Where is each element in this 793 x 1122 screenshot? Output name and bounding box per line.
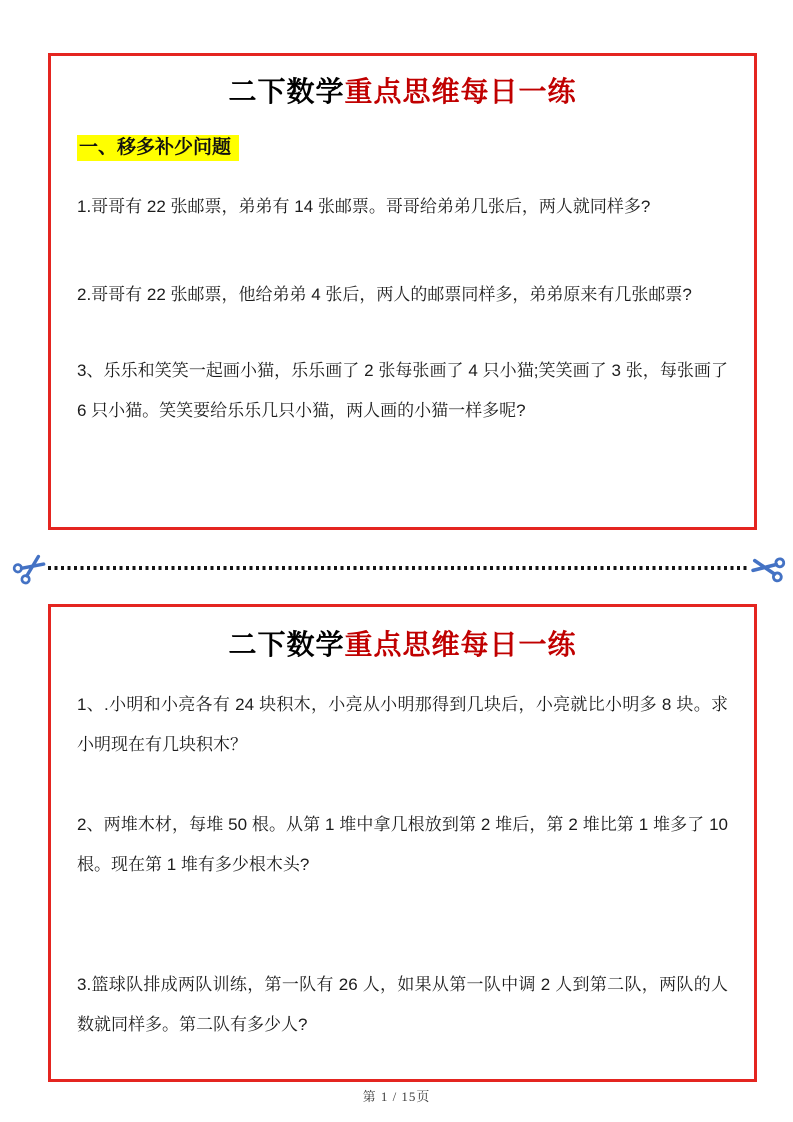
card1-question-1: 1.哥哥有 22 张邮票，弟弟有 14 张邮票。哥哥给弟弟几张后，两人就同样多? bbox=[77, 197, 651, 216]
dotted-cut-line bbox=[48, 566, 749, 570]
page-number-footer bbox=[0, 1086, 793, 1105]
card2-question-3: 3.篮球队排成两队训练，第一队有 26 人，如果从第一队中调 2 人到第二队，两队的人数就同样多。第二队有多少人? bbox=[77, 975, 728, 1034]
card1-question-3: 3、乐乐和笑笑一起画小猫，乐乐画了 2 张每张画了 4 只小猫;笑笑画了 3 张，每张画了 6 只小猫。笑笑要给乐乐几只小猫，两人画的小猫一样多呢? bbox=[77, 361, 728, 420]
section-heading-row bbox=[77, 134, 728, 161]
section-heading-highlight: 一、移多补少问题 bbox=[77, 135, 239, 161]
card1-title bbox=[77, 72, 728, 112]
cut-divider bbox=[0, 544, 793, 592]
scissors-icon bbox=[748, 549, 787, 586]
page-number-text: 第 1 / 15页 bbox=[362, 1089, 431, 1104]
card2-title-black: 二下数学 bbox=[228, 629, 345, 660]
worksheet-card-bottom bbox=[48, 604, 757, 1082]
worksheet-card-top bbox=[48, 53, 757, 530]
card2-title bbox=[77, 625, 728, 665]
card1-title-red: 重点思维每日一练 bbox=[344, 76, 577, 107]
card2-title-red: 重点思维每日一练 bbox=[344, 629, 577, 660]
card2-question-2: 2、两堆木材，每堆 50 根。从第 1 堆中拿几根放到第 2 堆后，第 2 堆比第 1 堆多了 10 根。现在第 1 堆有多少根木头? bbox=[77, 815, 728, 874]
card2-question-1: 1、.小明和小亮各有 24 块积木，小亮从小明那得到几块后，小亮就比小明多 8 块。求小明现在有几块积木？ bbox=[77, 695, 728, 754]
card1-title-black: 二下数学 bbox=[228, 76, 345, 107]
scissors-icon bbox=[8, 547, 51, 590]
card1-question-2: 2.哥哥有 22 张邮票，他给弟弟 4 张后，两人的邮票同样多，弟弟原来有几张邮票? bbox=[77, 285, 692, 304]
